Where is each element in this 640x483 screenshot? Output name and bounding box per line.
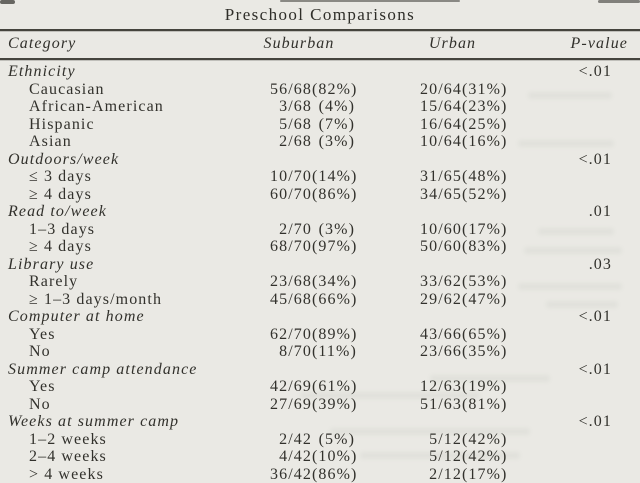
row-label: Asian bbox=[8, 133, 240, 151]
urban-fraction: 51/63 bbox=[355, 396, 462, 414]
suburban-percent: (7%) bbox=[312, 116, 355, 134]
suburban-percent: (14%) bbox=[312, 168, 355, 186]
row-label: Summer camp attendance bbox=[8, 361, 240, 379]
suburban-percent bbox=[312, 203, 355, 221]
table-row bbox=[8, 186, 640, 204]
urban-percent: (17%) bbox=[462, 221, 505, 239]
suburban-percent bbox=[312, 63, 355, 81]
urban-fraction: 43/66 bbox=[355, 326, 462, 344]
suburban-percent: (34%) bbox=[312, 273, 355, 291]
urban-fraction: 5/12 bbox=[355, 431, 462, 449]
row-label: Rarely bbox=[8, 273, 240, 291]
urban-percent: (53%) bbox=[462, 273, 505, 291]
urban-percent: (31%) bbox=[462, 81, 505, 99]
urban-percent: (83%) bbox=[462, 238, 505, 256]
table-row bbox=[8, 466, 640, 483]
p-value bbox=[505, 326, 612, 344]
table-body bbox=[0, 60, 640, 483]
suburban-percent: (82%) bbox=[312, 81, 355, 99]
table-row bbox=[8, 63, 640, 81]
scan-artifact bbox=[280, 0, 460, 2]
suburban-fraction: 68/70 bbox=[240, 238, 312, 256]
suburban-fraction bbox=[240, 203, 312, 221]
urban-percent: (42%) bbox=[462, 448, 505, 466]
bleed-through-text bbox=[528, 92, 612, 99]
urban-fraction bbox=[355, 203, 462, 221]
suburban-fraction: 3/68 bbox=[240, 98, 312, 116]
urban-percent bbox=[462, 151, 505, 169]
p-value bbox=[505, 116, 612, 134]
urban-percent: (23%) bbox=[462, 98, 505, 116]
p-value bbox=[505, 186, 612, 204]
p-value bbox=[505, 98, 612, 116]
suburban-fraction: 60/70 bbox=[240, 186, 312, 204]
row-label: Yes bbox=[8, 378, 240, 396]
urban-percent: (65%) bbox=[462, 326, 505, 344]
suburban-percent: (39%) bbox=[312, 396, 355, 414]
row-label: Weeks at summer camp bbox=[8, 413, 240, 431]
urban-fraction: 10/64 bbox=[355, 133, 462, 151]
urban-fraction: 12/63 bbox=[355, 378, 462, 396]
table-row bbox=[8, 448, 640, 466]
bleed-through-text bbox=[538, 228, 614, 235]
bleed-through-text bbox=[330, 428, 530, 435]
suburban-fraction: 45/68 bbox=[240, 291, 312, 309]
row-label: > 4 weeks bbox=[8, 466, 240, 483]
urban-fraction: 16/64 bbox=[355, 116, 462, 134]
suburban-percent bbox=[312, 151, 355, 169]
suburban-percent: (4%) bbox=[312, 98, 355, 116]
p-value bbox=[505, 343, 612, 361]
table-row bbox=[8, 326, 640, 344]
suburban-percent: (10%) bbox=[312, 448, 355, 466]
column-header-urban: Urban bbox=[390, 35, 515, 53]
page-title: Preschool Comparisons bbox=[225, 5, 415, 25]
urban-fraction bbox=[355, 256, 462, 274]
suburban-fraction bbox=[240, 151, 312, 169]
urban-fraction: 20/64 bbox=[355, 81, 462, 99]
suburban-fraction: 2/68 bbox=[240, 133, 312, 151]
suburban-percent: (66%) bbox=[312, 291, 355, 309]
suburban-fraction bbox=[240, 308, 312, 326]
row-label: ≥ 1–3 days/month bbox=[8, 291, 240, 309]
table-row bbox=[8, 308, 640, 326]
urban-percent: (25%) bbox=[462, 116, 505, 134]
suburban-fraction: 42/69 bbox=[240, 378, 312, 396]
p-value: <.01 bbox=[505, 413, 612, 431]
suburban-percent: (86%) bbox=[312, 186, 355, 204]
urban-fraction bbox=[355, 151, 462, 169]
table-row bbox=[8, 343, 640, 361]
suburban-fraction: 5/68 bbox=[240, 116, 312, 134]
suburban-fraction bbox=[240, 63, 312, 81]
bleed-through-text bbox=[546, 301, 618, 308]
urban-percent: (48%) bbox=[462, 168, 505, 186]
table-row bbox=[8, 413, 640, 431]
suburban-fraction: 56/68 bbox=[240, 81, 312, 99]
p-value bbox=[505, 448, 612, 466]
suburban-fraction: 23/68 bbox=[240, 273, 312, 291]
suburban-percent bbox=[312, 308, 355, 326]
suburban-percent: (11%) bbox=[312, 343, 355, 361]
urban-percent bbox=[462, 308, 505, 326]
bleed-through-text bbox=[518, 283, 622, 290]
row-label: Caucasian bbox=[8, 81, 240, 99]
urban-fraction: 50/60 bbox=[355, 238, 462, 256]
urban-percent: (81%) bbox=[462, 396, 505, 414]
suburban-fraction: 10/70 bbox=[240, 168, 312, 186]
row-label: Library use bbox=[8, 256, 240, 274]
suburban-fraction: 36/42 bbox=[240, 466, 312, 483]
row-label: No bbox=[8, 343, 240, 361]
urban-percent: (35%) bbox=[462, 343, 505, 361]
row-label: No bbox=[8, 396, 240, 414]
table-title-row bbox=[0, 0, 640, 29]
suburban-percent: (5%) bbox=[312, 431, 355, 449]
suburban-fraction bbox=[240, 256, 312, 274]
urban-fraction: 5/12 bbox=[355, 448, 462, 466]
p-value: .01 bbox=[505, 203, 612, 221]
suburban-percent: (3%) bbox=[312, 221, 355, 239]
table-row bbox=[8, 116, 640, 134]
row-label: ≤ 3 days bbox=[8, 168, 240, 186]
row-label: 1–3 days bbox=[8, 221, 240, 239]
p-value: <.01 bbox=[505, 308, 612, 326]
table-row bbox=[8, 151, 640, 169]
p-value: <.01 bbox=[505, 63, 612, 81]
urban-fraction: 33/62 bbox=[355, 273, 462, 291]
suburban-fraction: 2/42 bbox=[240, 431, 312, 449]
urban-percent: (47%) bbox=[462, 291, 505, 309]
row-label: 2–4 weeks bbox=[8, 448, 240, 466]
suburban-fraction: 62/70 bbox=[240, 326, 312, 344]
bleed-through-text bbox=[518, 140, 614, 147]
urban-fraction: 29/62 bbox=[355, 291, 462, 309]
row-label: Hispanic bbox=[8, 116, 240, 134]
urban-percent: (19%) bbox=[462, 378, 505, 396]
urban-percent: (16%) bbox=[462, 133, 505, 151]
suburban-fraction: 27/69 bbox=[240, 396, 312, 414]
suburban-fraction bbox=[240, 413, 312, 431]
urban-fraction: 34/65 bbox=[355, 186, 462, 204]
column-header-suburban: Suburban bbox=[240, 35, 358, 53]
scan-artifact bbox=[598, 0, 640, 3]
p-value bbox=[505, 466, 612, 483]
table-header bbox=[0, 31, 640, 58]
suburban-percent: (97%) bbox=[312, 238, 355, 256]
table-row bbox=[8, 256, 640, 274]
row-label: Yes bbox=[8, 326, 240, 344]
urban-fraction: 15/64 bbox=[355, 98, 462, 116]
urban-fraction: 10/60 bbox=[355, 221, 462, 239]
p-value: .03 bbox=[505, 256, 612, 274]
urban-fraction bbox=[355, 63, 462, 81]
p-value bbox=[505, 168, 612, 186]
p-value: <.01 bbox=[505, 151, 612, 169]
table-row bbox=[8, 431, 640, 449]
suburban-fraction: 8/70 bbox=[240, 343, 312, 361]
urban-fraction: 31/65 bbox=[355, 168, 462, 186]
row-label: African-American bbox=[8, 98, 240, 116]
row-label: Read to/week bbox=[8, 203, 240, 221]
urban-percent bbox=[462, 63, 505, 81]
bleed-through-text bbox=[524, 247, 622, 254]
table-row bbox=[8, 203, 640, 221]
row-label: Ethnicity bbox=[8, 63, 240, 81]
row-label: Computer at home bbox=[8, 308, 240, 326]
bleed-through-text bbox=[300, 392, 480, 399]
suburban-percent bbox=[312, 361, 355, 379]
row-label: 1–2 weeks bbox=[8, 431, 240, 449]
suburban-percent: (3%) bbox=[312, 133, 355, 151]
suburban-percent bbox=[312, 256, 355, 274]
suburban-fraction: 4/42 bbox=[240, 448, 312, 466]
table-row bbox=[8, 168, 640, 186]
urban-percent: (42%) bbox=[462, 431, 505, 449]
urban-percent: (52%) bbox=[462, 186, 505, 204]
urban-fraction bbox=[355, 308, 462, 326]
suburban-percent: (86%) bbox=[312, 466, 355, 483]
suburban-percent: (61%) bbox=[312, 378, 355, 396]
column-header-category: Category bbox=[8, 35, 76, 53]
row-label: ≥ 4 days bbox=[8, 238, 240, 256]
p-value bbox=[505, 396, 612, 414]
urban-percent bbox=[462, 203, 505, 221]
row-label: ≥ 4 days bbox=[8, 186, 240, 204]
urban-percent: (17%) bbox=[462, 466, 505, 483]
column-header-pvalue: P-value bbox=[571, 35, 628, 53]
urban-fraction: 2/12 bbox=[355, 466, 462, 483]
p-value: <.01 bbox=[505, 361, 612, 379]
suburban-percent: (89%) bbox=[312, 326, 355, 344]
urban-fraction: 23/66 bbox=[355, 343, 462, 361]
suburban-fraction bbox=[240, 361, 312, 379]
bleed-through-text bbox=[430, 375, 550, 382]
table-row bbox=[8, 98, 640, 116]
suburban-fraction: 2/70 bbox=[240, 221, 312, 239]
bleed-through-text bbox=[360, 452, 520, 459]
scan-artifact bbox=[0, 0, 15, 4]
urban-percent bbox=[462, 256, 505, 274]
row-label: Outdoors/week bbox=[8, 151, 240, 169]
